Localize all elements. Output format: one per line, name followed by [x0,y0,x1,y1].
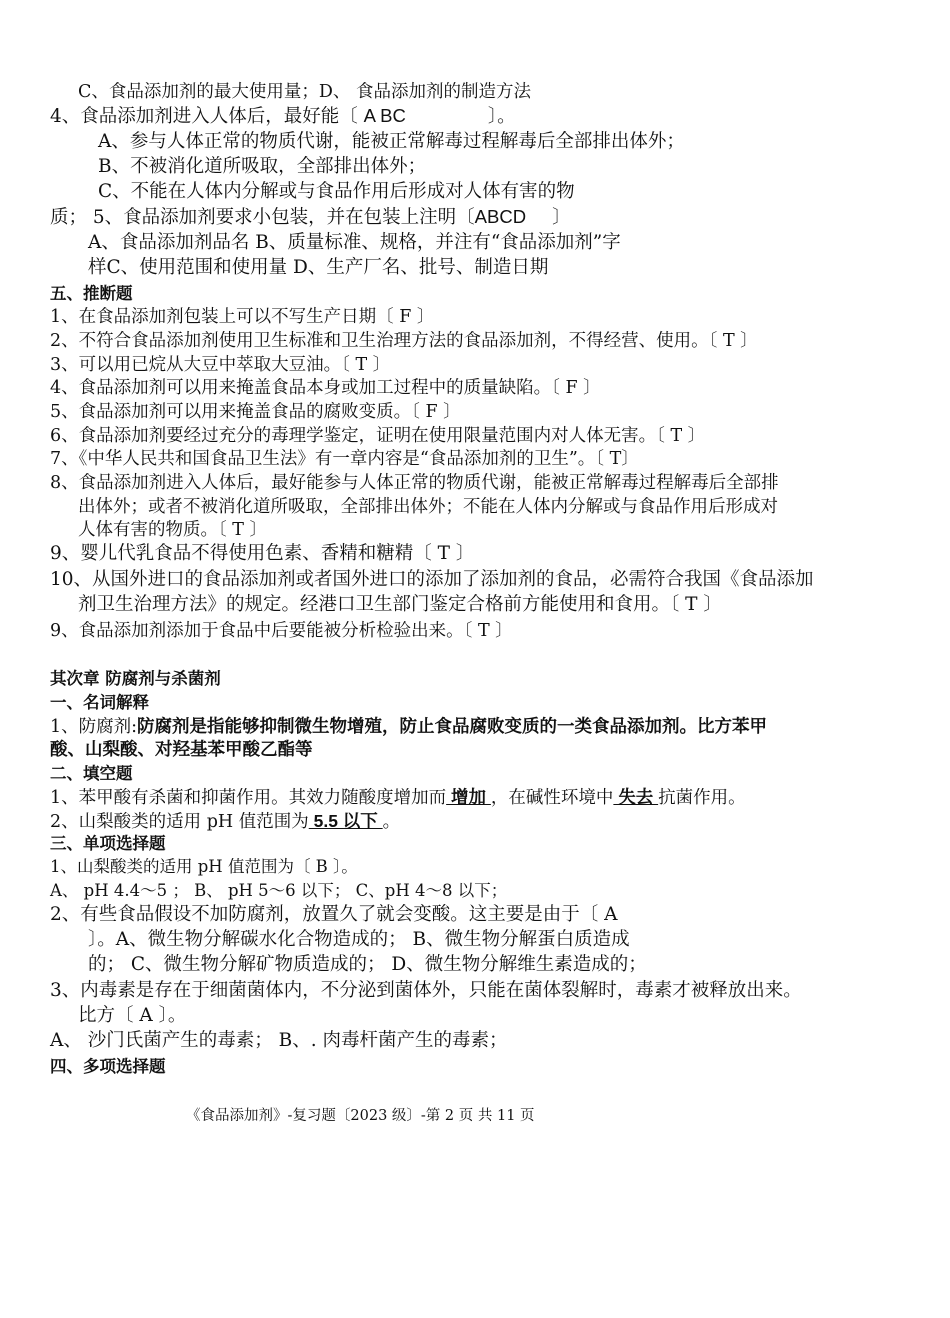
section2-heading: 二、填空题 [50,764,133,783]
judge-item-8-line2: 出体外；或者不被消化道所吸取，全部排出体外；不能在人体内分解或与食品作用后形成对 [78,497,778,517]
section3-heading: 三、单项选择题 [50,834,166,853]
judge-item-4: 4、食品添加剂可以用来掩盖食品本身或加工过程中的质量缺陷。〔 F 〕 [50,378,601,398]
q4-option-a: A、参与人体正常的物质代谢，能被正常解毒过程解毒后全部排出体外； [98,131,685,152]
judge-item-2: 2、不符合食品添加剂使用卫生标准和卫生治理方法的食品添加剂，不得经营、使用。〔 T 〕 [50,331,758,351]
fill1-text-a: 1、苯甲酸有杀菌和抑菌作用。其效力随酸度增加而 [50,788,447,808]
single-choice-1: 1、山梨酸类的适用 pH 值范围为〔 B 〕。 [50,857,358,876]
fill2-text-b: 。 [382,812,401,832]
q4-answer: A BC [363,105,406,126]
fill1-text-c: 抗菌作用。 [658,788,746,808]
fill1-text-b: ，在碱性环境中 [490,788,614,808]
fill-item-1 [50,785,746,810]
judge-item-1: 1、在食品添加剂包装上可以不写生产日期〔 F 〕 [50,307,435,327]
q5-options-cd: 样C、使用范围和使用量 D、生产厂名、批号、制造日期 [88,257,549,278]
definition-line2: 酸、山梨酸、对羟基苯甲酸乙酯等 [50,740,313,760]
judge-item-5: 5、食品添加剂可以用来掩盖食品的腐败变质。〔 F 〕 [50,402,461,422]
fill-item-2 [50,809,400,834]
judge-item-10-line1: 10、从国外进口的食品添加剂或者国外进口的添加了添加剂的食品，必需符合我国《食品添加 [50,569,814,590]
section5-heading: 五、推断题 [50,284,133,303]
judge-item-8-line1: 8、食品添加剂进入人体后，最好能参与人体正常的物质代谢，能被正常解毒过程解毒后全部排 [50,473,779,493]
page-footer: 《食品添加剂》-复习题〔2023 级〕-第 2 页 共 11 页 [186,1108,535,1124]
definition-label: 1、防腐剂: [50,717,138,737]
q5-answer: ABCD [474,206,527,227]
judge-item-9a: 9、婴儿代乳食品不得使用色素、香精和糖精〔 T 〕 [50,543,475,564]
judge-item-6: 6、食品添加剂要经过充分的毒理学鉴定，证明在使用限量范围内对人体无害。〔 T 〕 [50,426,706,446]
q4-suffix: 〕。 [487,106,516,127]
q5-options-ab: A、食品添加剂品名 B、质量标准、规格，并注有“食品添加剂”字 [88,232,621,253]
definition-line1 [50,715,767,739]
single-choice-2-line2: 〕。A、微生物分解碳水化合物造成的； B、微生物分解蛋白质造成 [88,929,630,950]
q4-option-c: C、不能在人体内分解或与食品作用后形成对人体有害的物 [98,181,575,202]
chapter-title: 其次章 防腐剂与杀菌剂 [50,669,221,688]
q5-line [50,205,571,230]
q3-options-cd: C、食品添加剂的最大使用量；D、 食品添加剂的制造方法 [78,82,531,102]
judge-item-7: 7、《中华人民共和国食品卫生法》有一章内容是“食品添加剂的卫生”。〔 T〕 [50,449,639,469]
judge-item-3: 3、可以用已烷从大豆中萃取大豆油。〔 T 〕 [50,355,391,375]
q4-option-b: B、不被消化道所吸取，全部排出体外； [98,156,427,177]
fill1-answer-2: 失去 [613,787,659,807]
single-choice-3-options: A、 沙门氏菌产生的毒素； B、. 肉毒杆菌产生的毒素； [50,1030,508,1051]
single-choice-2-line1: 2、有些食品假设不加防腐剂，放置久了就会变酸。这主要是由于〔 A [50,904,618,925]
definition-text: 防腐剂是指能够抑制微生物增殖，防止食品腐败变质的一类食品添加剂。比方苯甲 [137,717,768,737]
judge-item-8-line3: 人体有害的物质。〔 T 〕 [78,520,268,540]
q5-close: 〕 [552,207,571,228]
fill1-answer-1: 增加 [446,787,491,807]
q5-text: 质； 5、食品添加剂要求小包装，并在包装上注明〔 [50,207,475,228]
single-choice-1-options: A、 pH 4.4～5 ； B、 pH 5～6 以下； C、pH 4～8 以下； [50,881,508,900]
single-choice-3-line2: 比方〔 A 〕。 [78,1005,187,1026]
single-choice-3-line1: 3、内毒素是存在于细菌菌体内，不分泌到菌体外，只能在菌体裂解时，毒素才被释放出来。 [50,980,802,1001]
judge-item-9b: 9、食品添加剂添加于食品中后要能被分析检验出来。〔 T 〕 [50,621,513,641]
single-choice-2-line3: 的； C、微生物分解矿物质造成的； D、微生物分解维生素造成的； [88,954,647,975]
q4-line [50,104,516,129]
q4-prefix: 4、食品添加剂进入人体后，最好能〔 [50,106,364,127]
fill2-answer: 5.5 以下 [308,811,383,831]
judge-item-10-line2: 剂卫生治理方法》的规定。经港口卫生部门鉴定合格前方能使用和食用。〔 T 〕 [78,594,722,615]
section1-heading: 一、名词解释 [50,693,149,712]
fill2-text-a: 2、山梨酸类的适用 pH 值范围为 [50,812,309,832]
section4-heading: 四、多项选择题 [50,1057,166,1076]
